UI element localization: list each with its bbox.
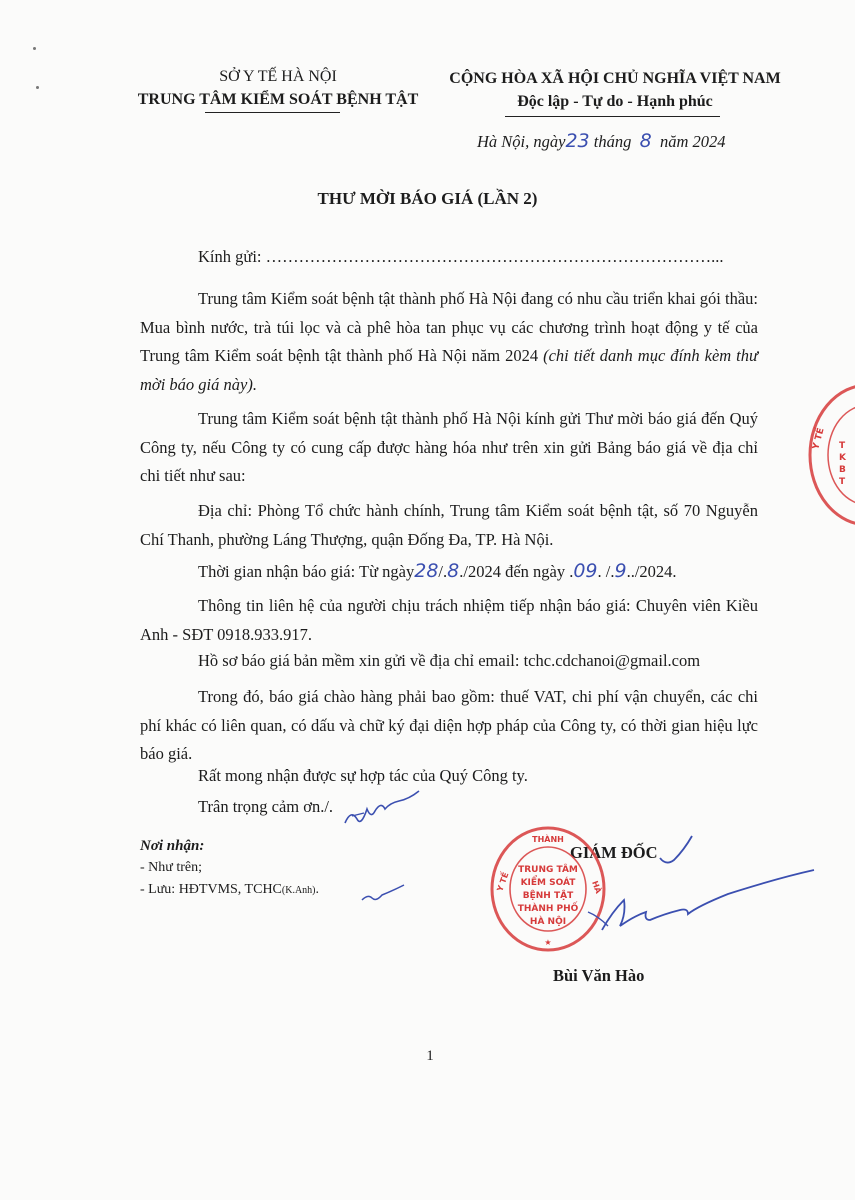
paragraph-address: Địa chỉ: Phòng Tổ chức hành chính, Trung tâm Kiểm soát bệnh tật, số 70 Nguyễn Chí Thanh, phường Láng Thượng, quận Đống Đa, TP. Hà Nội. xyxy=(140,501,758,549)
paragraph-thanks: Trân trọng cảm ơn./. xyxy=(198,797,334,816)
svg-text:THÀNH PHỐ: THÀNH PHỐ xyxy=(517,904,579,914)
quote-period-prefix: Thời gian nhận báo giá: Từ ngày xyxy=(198,562,415,581)
paragraph-closing: Rất mong nhận được sự hợp tác của Quý Công ty. xyxy=(198,766,528,785)
svg-text:KIỂM SOÁT: KIỂM SOÁT xyxy=(520,878,576,888)
quote-to-month: 9 xyxy=(614,560,627,582)
svg-text:TRUNG TÂM: TRUNG TÂM xyxy=(518,865,578,875)
issuer-department: SỞ Y TẾ HÀ NỘI xyxy=(219,68,337,85)
signature-role: GIÁM ĐỐC xyxy=(570,843,658,862)
svg-text:THÀNH: THÀNH xyxy=(532,835,564,844)
official-stamp xyxy=(488,824,608,954)
svg-text:HÀ: HÀ xyxy=(590,879,603,895)
recipients-line-2-end: . xyxy=(315,882,320,897)
motto-underline xyxy=(505,116,720,117)
date-year: năm 2024 xyxy=(659,132,726,151)
date-day-handwritten: 23 xyxy=(565,130,590,152)
date-month-handwritten: 8 xyxy=(639,130,652,152)
paragraph-invitation: Trung tâm Kiểm soát bệnh tật thành phố Hà Nội kính gửi Thư mời báo giá đến Quý Công ty, nếu Công ty có cung cấp được hàng hóa như trên xin gửi Bảng báo giá về địa chỉ chi tiết như sau: xyxy=(140,409,758,485)
svg-text:★: ★ xyxy=(544,938,552,947)
svg-text:HÀ NỘI: HÀ NỘI xyxy=(529,917,567,927)
signature-name: Bùi Văn Hào xyxy=(553,966,645,985)
svg-text:BỆNH TẬT: BỆNH TẬT xyxy=(522,891,574,901)
quote-period xyxy=(198,560,677,582)
date-prefix: Hà Nội, ngày xyxy=(477,132,566,151)
national-motto: Độc lập - Tự do - Hạnh phúc xyxy=(517,93,713,110)
recipient-line xyxy=(198,247,724,267)
recipients-line-2-main: - Lưu: HĐTVMS, TCHC xyxy=(140,882,282,897)
quote-to-day: 09 xyxy=(573,560,598,582)
recipients-line-2-small: (K.Anh) xyxy=(281,885,316,896)
svg-text:Y TẾ: Y TẾ xyxy=(811,426,827,451)
recipients-line-2 xyxy=(140,882,319,898)
national-title: CỘNG HÒA XÃ HỘI CHỦ NGHĨA VIỆT NAM xyxy=(449,70,781,87)
quote-from-day: 28 xyxy=(414,560,439,582)
page-number: 1 xyxy=(426,1048,434,1064)
issuer-center-text: TRUNG TÂM KIỂM SOÁT BỆNH TẬT xyxy=(137,91,419,108)
scan-mark xyxy=(36,86,39,89)
edge-stamp xyxy=(806,380,855,530)
svg-text:T: T xyxy=(839,441,846,451)
paragraph-requirements: Trong đó, báo giá chào hàng phải bao gồm: thuế VAT, chi phí vận chuyển, các chi phí khác có liên quan, có dấu và chữ ký đại diện hợp pháp của Công ty, có thời gian hiệu lực báo giá. xyxy=(140,687,758,763)
svg-text:Y TẾ: Y TẾ xyxy=(495,871,511,893)
recipients-title: Nơi nhận: xyxy=(140,838,205,854)
paragraph-contact: Thông tin liên hệ của người chịu trách nhiệm tiếp nhận báo giá: Chuyên viên Kiều Anh - SĐT 0918.933.917. xyxy=(140,596,758,644)
edge-stamp-graphic xyxy=(806,380,855,530)
issuer-underline xyxy=(205,112,340,113)
svg-text:T: T xyxy=(839,477,846,487)
paragraph-intro-italic: (chi tiết danh mục đính kèm thư mời báo giá này). xyxy=(140,346,759,394)
quote-from-sep: /. xyxy=(438,562,448,581)
quote-from-tail: ./2024 đến ngày . xyxy=(459,562,574,581)
document-title: THƯ MỜI BÁO GIÁ (LẦN 2) xyxy=(317,189,538,208)
svg-text:K: K xyxy=(839,453,846,463)
recipient-label: Kính gửi: xyxy=(198,247,262,266)
paragraph-intro-text: Trung tâm Kiểm soát bệnh tật thành phố Hà Nội đang có nhu cầu triển khai gói thầu: Mua bình nước, trà túi lọc và cà phê hòa tan phục vụ các chương trình hoạt động y tế của Trung tâm Kiểm soát bệnh tật thành phố Hà Nội năm 2024 xyxy=(140,289,758,365)
paragraph-email: Hồ sơ báo giá bản mềm xin gửi về địa chỉ email: tchc.cdchanoi@gmail.com xyxy=(198,651,701,670)
scan-mark xyxy=(33,47,36,50)
recipient-blank: ………………………………………………………………………... xyxy=(265,247,724,266)
svg-text:B: B xyxy=(839,465,846,475)
quote-to-tail: ../2024. xyxy=(626,562,677,581)
paragraph-intro xyxy=(140,285,758,399)
recipients-line-1: - Như trên; xyxy=(140,860,203,875)
issuer-center xyxy=(118,91,438,109)
stamp-graphic xyxy=(488,824,608,954)
quote-to-sep: . /. xyxy=(597,562,615,581)
document-date xyxy=(477,130,726,152)
date-month-label: tháng xyxy=(593,132,632,151)
quote-from-month: 8 xyxy=(447,560,460,582)
